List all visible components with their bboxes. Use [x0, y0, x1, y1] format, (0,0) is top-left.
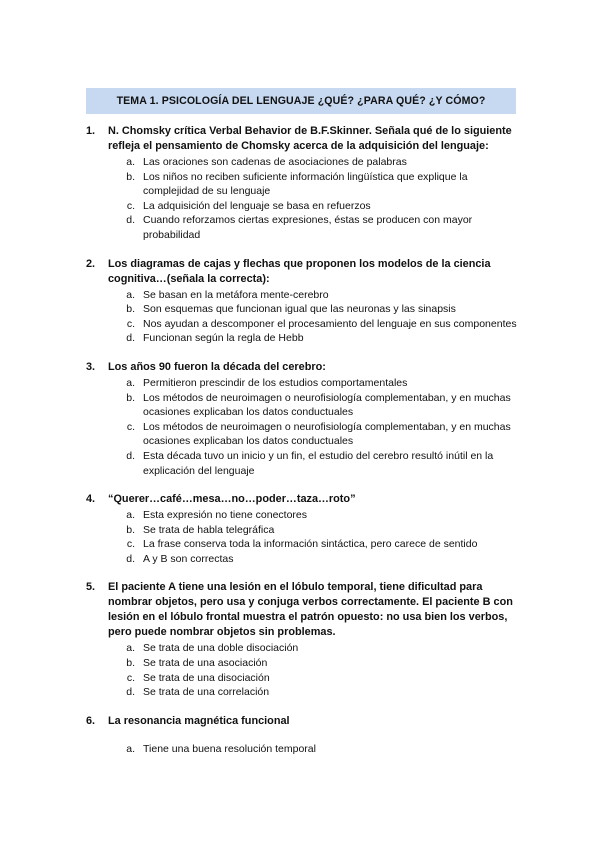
option-a: a. Se basan en la metáfora mente-cerebro	[126, 288, 329, 301]
option-list	[86, 155, 526, 243]
question-text: N. Chomsky crítica Verbal Behavior de B.F.Skinner. Señala qué de lo siguiente refleja el pensamiento de Chomsky acerca de la adquisición del lenguaje:	[108, 125, 512, 152]
option-c: c. Se trata de una disociación	[126, 671, 270, 684]
option-a: a. Permitieron prescindir de los estudios comportamentales	[126, 376, 408, 389]
question-list	[86, 124, 526, 770]
question-2	[86, 257, 526, 346]
question-text: Los años 90 fueron la década del cerebro:	[108, 360, 326, 373]
option-b: b. Los niños no reciben suficiente información lingüística que explique la complejidad de su lenguaje	[126, 170, 468, 198]
option-list	[86, 641, 526, 699]
question-number: 6.	[86, 714, 96, 727]
option-a: a. Esta expresión no tiene conectores	[126, 509, 308, 522]
page-title: TEMA 1. PSICOLOGÍA DEL LENGUAJE ¿QUÉ? ¿PARA QUÉ? ¿Y CÓMO?	[86, 88, 516, 114]
question-number: 1.	[86, 125, 96, 137]
option-d: d. Esta década tuvo un inicio y un fin, el estudio del cerebro resultó inútil en la explicación del lenguaje	[126, 449, 494, 477]
option-list	[86, 376, 526, 478]
question-text: “Querer…café…mesa…no…poder…taza…roto”	[108, 493, 356, 506]
option-a: a. Tiene una buena resolución temporal	[126, 742, 316, 755]
option-b: b. Se trata de habla telegráfica	[126, 523, 275, 536]
option-list	[86, 288, 526, 346]
question-text: El paciente A tiene una lesión en el lóbulo temporal, tiene dificultad para nombrar objetos, pero usa y conjuga verbos correctamente. El paciente B con lesión en el lóbulo frontal muestra el patrón opuesto: no usa bien los verbos, pero puede nombrar objetos sin problemas.	[108, 581, 513, 639]
question-4	[86, 492, 526, 566]
question-text: La resonancia magnética funcional	[108, 714, 290, 727]
question-5	[86, 580, 526, 699]
question-number: 4.	[86, 493, 96, 506]
option-c: c. Nos ayudan a descomponer el procesamiento del lenguaje en sus componentes	[126, 317, 517, 330]
question-6	[86, 714, 526, 757]
question-1	[86, 124, 526, 243]
option-c: c. La adquisición del lenguaje se basa en refuerzos	[126, 199, 371, 212]
question-3	[86, 360, 526, 478]
question-number: 5.	[86, 581, 96, 594]
option-b: b. Se trata de una asociación	[126, 657, 268, 670]
option-b: b. Los métodos de neuroimagen o neurofisiología complementaban, y en muchas ocasiones explicaban los datos conductuales	[126, 391, 511, 419]
question-number: 3.	[86, 360, 96, 373]
option-c: c. Los métodos de neuroimagen o neurofisiología complementaban, y en muchas ocasiones explicaban los datos conductuales	[126, 420, 511, 448]
option-list	[86, 508, 526, 566]
option-list	[86, 742, 526, 757]
option-d: d. Se trata de una correlación	[126, 686, 270, 699]
question-number: 2.	[86, 257, 96, 270]
option-a: a. Las oraciones son cadenas de asociaciones de palabras	[126, 156, 407, 168]
option-b: b. Son esquemas que funcionan igual que las neuronas y las sinapsis	[126, 303, 456, 316]
option-a: a. Se trata de una doble disociación	[126, 642, 299, 655]
option-d: d. A y B son correctas	[126, 552, 234, 565]
option-d: d. Cuando reforzamos ciertas expresiones, éstas se producen con mayor probabilidad	[126, 214, 473, 241]
option-d: d. Funcionan según la regla de Hebb	[126, 332, 304, 345]
question-text: Los diagramas de cajas y flechas que proponen los modelos de la ciencia cognitiva…(señala la correcta):	[108, 257, 491, 285]
option-c: c. La frase conserva toda la información sintáctica, pero carece de sentido	[126, 538, 478, 551]
